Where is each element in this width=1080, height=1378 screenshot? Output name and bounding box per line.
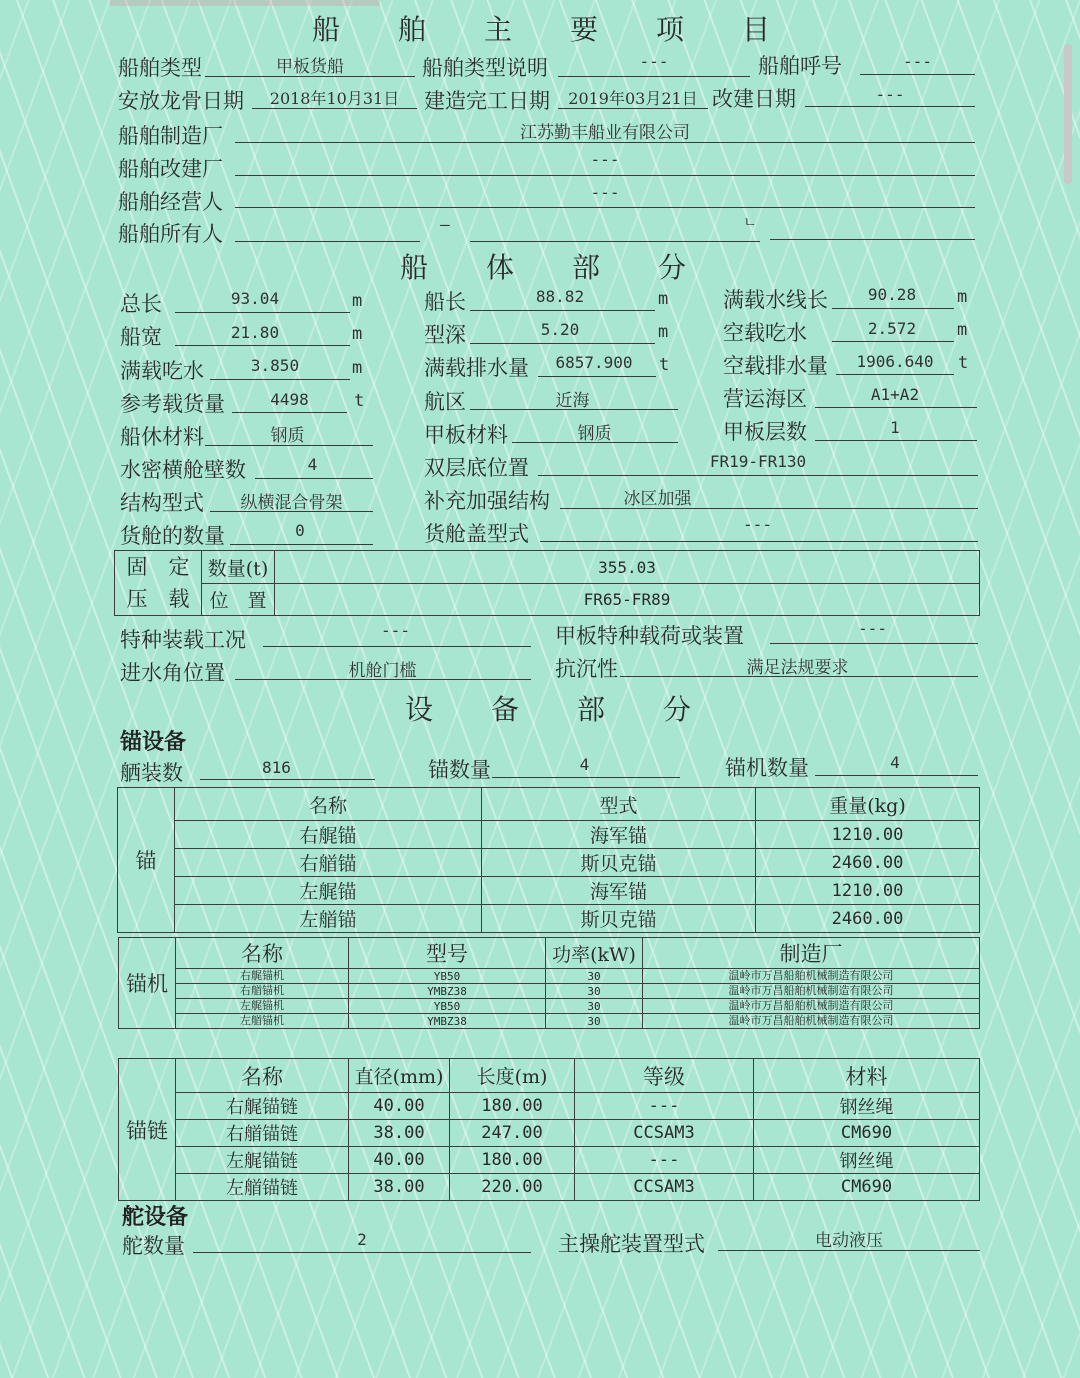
loa-value: 93.04 [230, 289, 280, 308]
table-row [119, 984, 980, 999]
windlass-maker: 温岭市万昌船舶机械制造有限公司 [643, 999, 980, 1014]
windlass-model: YMBZ38 [349, 1014, 546, 1029]
structure-label: 结构型式 [120, 491, 204, 515]
table-row [119, 1093, 980, 1120]
windlass-header-model: 型号 [349, 938, 546, 969]
chain-diameter: 40.00 [349, 1093, 450, 1120]
ballast-pos-label: 位 置 [202, 584, 275, 616]
chain-diameter: 38.00 [349, 1174, 450, 1201]
windlass-power: 30 [546, 999, 643, 1014]
table-row [118, 849, 980, 877]
chain-material: 钢丝绳 [754, 1147, 980, 1174]
dbl-bottom-value: FR19-FR130 [709, 452, 807, 471]
deck-mat-value: 钢质 [577, 424, 612, 444]
strengthen-value: 冰区加强 [623, 489, 692, 509]
windlass-name: 左艏锚机 [176, 1014, 349, 1029]
op-area-label: 营运海区 [723, 387, 807, 411]
windlass-name: 左艉锚机 [176, 999, 349, 1014]
anchor-name: 右艏锚 [175, 849, 482, 877]
windlass-model: YMBZ38 [349, 984, 546, 999]
anchor-section-title: 锚设备 [120, 730, 187, 755]
anchor-name: 右艉锚 [175, 821, 482, 849]
anchor-header-weight: 重量(kg) [756, 788, 980, 821]
table-row [118, 905, 980, 933]
loa-label: 总长 [120, 292, 162, 316]
lwl-unit: m [957, 287, 968, 307]
chain-name: 左艉锚链 [176, 1147, 349, 1174]
strengthen-label: 补充加强结构 [424, 489, 550, 513]
ship-type-label: 船舶类型 [118, 56, 202, 80]
windlass-header-name: 名称 [176, 938, 349, 969]
windlass-name: 右艏锚机 [176, 984, 349, 999]
full-disp-label: 满载排水量 [424, 356, 529, 380]
full-draft-value: 3.850 [250, 356, 300, 375]
windlass-power: 30 [546, 984, 643, 999]
chain-material: CM690 [754, 1174, 980, 1201]
bulkheads-value: 4 [307, 455, 318, 474]
builder-label: 船舶制造厂 [118, 124, 223, 148]
chain-grade: CCSAM3 [575, 1174, 754, 1201]
lbp-unit: m [658, 289, 669, 309]
table-row [118, 821, 980, 849]
table-row [119, 1120, 980, 1147]
ship-type-desc-value: --- [639, 52, 669, 71]
flood-value: 机舱门槛 [348, 661, 417, 681]
decks-value: 1 [890, 418, 900, 437]
ref-cargo-unit: t [354, 391, 365, 411]
windlass-power: 30 [546, 1014, 643, 1029]
lbp-value: 88.82 [535, 287, 585, 306]
ballast-qty-value: 355.03 [275, 551, 980, 584]
chain-diameter: 38.00 [349, 1120, 450, 1147]
anchor-count-label: 锚数量 [428, 758, 491, 782]
section-title-equipment: 设备部分 [405, 693, 750, 726]
light-draft-label: 空载吃水 [723, 321, 807, 345]
rebuilder-label: 船舶改建厂 [118, 157, 223, 181]
anchor-table [117, 787, 980, 933]
anchor-count-value: 4 [579, 755, 590, 774]
light-disp-value: 1906.640 [856, 352, 934, 371]
anchor-weight: 1210.00 [756, 821, 980, 849]
full-disp-value: 6857.900 [555, 353, 633, 372]
chain-header-grade: 等级 [575, 1059, 754, 1093]
ballast-qty-label: 数量(t) [202, 551, 275, 584]
chain-name: 左艏锚链 [176, 1174, 349, 1201]
deck-special-label: 甲板特种载荷或装置 [555, 624, 744, 648]
chain-name: 右艏锚链 [176, 1120, 349, 1147]
chain-header-diameter: 直径(mm) [349, 1059, 450, 1093]
call-sign-value: --- [903, 52, 932, 71]
chain-table-side: 锚链 [119, 1059, 176, 1201]
ref-cargo-value: 4498 [270, 390, 309, 409]
chain-grade: --- [575, 1147, 754, 1174]
depth-value: 5.20 [540, 320, 580, 339]
scrollbar[interactable] [1064, 44, 1072, 184]
equip-numeral-label: 舾装数 [120, 761, 183, 785]
operator-label: 船舶经营人 [118, 190, 223, 214]
special-value: --- [381, 621, 410, 640]
top-stamp-remnant [110, 0, 380, 6]
rudder-count-label: 舵数量 [122, 1234, 185, 1258]
op-area-value: A1+A2 [870, 385, 920, 404]
table-row [119, 1174, 980, 1201]
keel-value: 2018年10月31日 [269, 89, 400, 108]
chain-grade: --- [575, 1093, 754, 1120]
breadth-value: 21.80 [230, 323, 280, 342]
chain-length: 220.00 [450, 1174, 575, 1201]
sink-value: 满足法规要求 [746, 658, 849, 678]
full-disp-unit: t [659, 355, 670, 375]
light-draft-value: 2.572 [867, 319, 917, 338]
special-label: 特种装载工况 [120, 628, 246, 652]
chain-header-material: 材料 [754, 1059, 980, 1093]
sink-label: 抗沉性 [555, 657, 618, 681]
chain-diameter: 40.00 [349, 1147, 450, 1174]
rudder-section-title: 舵设备 [122, 1205, 189, 1230]
table-row [119, 1014, 980, 1029]
chain-header-name: 名称 [176, 1059, 349, 1093]
table-row [118, 877, 980, 905]
ballast-pos-value: FR65-FR89 [275, 584, 980, 616]
section-title-hull: 船体部分 [400, 251, 745, 284]
anchor-header-name: 名称 [175, 788, 482, 821]
windlass-header-maker: 制造厂 [643, 938, 980, 969]
ref-cargo-label: 参考载货量 [120, 392, 225, 416]
ship-type-desc-label: 船舶类型说明 [422, 56, 548, 80]
table-row [119, 999, 980, 1014]
owner-dash: — [440, 215, 450, 234]
light-disp-label: 空载排水量 [723, 354, 828, 378]
rebuilder-value: --- [590, 150, 620, 169]
windlass-maker: 温岭市万昌船舶机械制造有限公司 [643, 969, 980, 984]
flood-label: 进水角位置 [120, 661, 225, 685]
anchor-weight: 2460.00 [756, 849, 980, 877]
windlass-model: YB50 [349, 969, 546, 984]
bulkheads-label: 水密横舱壁数 [120, 458, 246, 482]
hull-mat-value: 钢质 [270, 426, 305, 446]
hatch-label: 货舱盖型式 [424, 522, 529, 546]
full-draft-label: 满载吃水 [120, 359, 204, 383]
chain-table [118, 1058, 980, 1201]
light-draft-unit: m [957, 320, 968, 340]
chain-length: 180.00 [450, 1147, 575, 1174]
ship-type-value: 甲板货船 [276, 57, 344, 77]
hull-mat-label: 船休材料 [120, 425, 204, 449]
holds-label: 货舱的数量 [120, 524, 225, 548]
light-disp-unit: t [958, 353, 969, 373]
anchor-name: 左艉锚 [175, 877, 482, 905]
deck-mat-label: 甲板材料 [424, 423, 508, 447]
rebuilt-value: --- [875, 85, 905, 104]
steering-value: 电动液压 [815, 1231, 883, 1251]
rudder-count-value: 2 [357, 1230, 367, 1249]
windlass-table-side: 锚机 [119, 938, 176, 1029]
builder-value: 江苏勤丰船业有限公司 [520, 123, 690, 143]
chain-length: 180.00 [450, 1093, 575, 1120]
built-value: 2019年03月21日 [568, 89, 698, 108]
chain-header-length: 长度(m) [450, 1059, 575, 1093]
windlass-header-power: 功率(kW) [546, 938, 643, 969]
operator-value: --- [590, 183, 620, 202]
chain-material: CM690 [754, 1120, 980, 1147]
nav-area-value: 近海 [555, 391, 590, 411]
deck-special-value: --- [858, 619, 887, 638]
depth-unit: m [658, 322, 669, 342]
section-title-main: 船舶主要项目 [312, 13, 829, 46]
windlass-count-value: 4 [890, 753, 900, 772]
full-draft-unit: m [352, 358, 363, 378]
nav-area-label: 航区 [424, 390, 466, 414]
owner-label: 船舶所有人 [118, 222, 223, 246]
table-row [119, 1147, 980, 1174]
hatch-value: --- [743, 515, 772, 534]
anchor-weight: 1210.00 [756, 877, 980, 905]
anchor-type: 斯贝克锚 [482, 905, 756, 933]
equip-numeral-value: 816 [262, 758, 291, 777]
loa-unit: m [352, 291, 363, 311]
call-sign-label: 船舶呼号 [758, 54, 842, 78]
anchor-name: 左艏锚 [175, 905, 482, 933]
anchor-type: 海军锚 [482, 821, 756, 849]
windlass-maker: 温岭市万昌船舶机械制造有限公司 [643, 1014, 980, 1029]
windlass-maker: 温岭市万昌船舶机械制造有限公司 [643, 984, 980, 999]
ballast-table [114, 550, 980, 616]
chain-grade: CCSAM3 [575, 1120, 754, 1147]
anchor-type: 斯贝克锚 [482, 849, 756, 877]
breadth-label: 船宽 [120, 325, 162, 349]
windlass-count-label: 锚机数量 [725, 756, 809, 780]
dbl-bottom-label: 双层底位置 [424, 456, 529, 480]
chain-length: 247.00 [450, 1120, 575, 1147]
chain-name: 右艉锚链 [176, 1093, 349, 1120]
ballast-title-line1: 固 定 [126, 555, 190, 579]
lwl-value: 90.28 [867, 285, 917, 304]
ballast-title-line2: 压 载 [126, 587, 190, 611]
rebuilt-label: 改建日期 [712, 87, 796, 111]
keel-label: 安放龙骨日期 [118, 89, 244, 113]
lwl-label: 满载水线长 [723, 288, 828, 312]
windlass-power: 30 [546, 969, 643, 984]
windlass-model: YB50 [349, 999, 546, 1014]
ballast-title [115, 551, 202, 616]
owner-mark: ㄴ [743, 215, 757, 231]
built-label: 建造完工日期 [424, 89, 550, 113]
depth-label: 型深 [424, 323, 466, 347]
table-row [119, 969, 980, 984]
anchor-type: 海军锚 [482, 877, 756, 905]
windlass-name: 右艉锚机 [176, 969, 349, 984]
anchor-table-side: 锚 [118, 788, 175, 933]
windlass-table [118, 937, 980, 1029]
breadth-unit: m [352, 324, 363, 344]
structure-value: 纵横混合骨架 [240, 493, 343, 513]
steering-label: 主操舵装置型式 [558, 1232, 705, 1256]
holds-value: 0 [295, 521, 305, 540]
decks-label: 甲板层数 [723, 420, 807, 444]
anchor-header-type: 型式 [482, 788, 756, 821]
anchor-weight: 2460.00 [756, 905, 980, 933]
lbp-label: 船长 [424, 290, 466, 314]
chain-material: 钢丝绳 [754, 1093, 980, 1120]
